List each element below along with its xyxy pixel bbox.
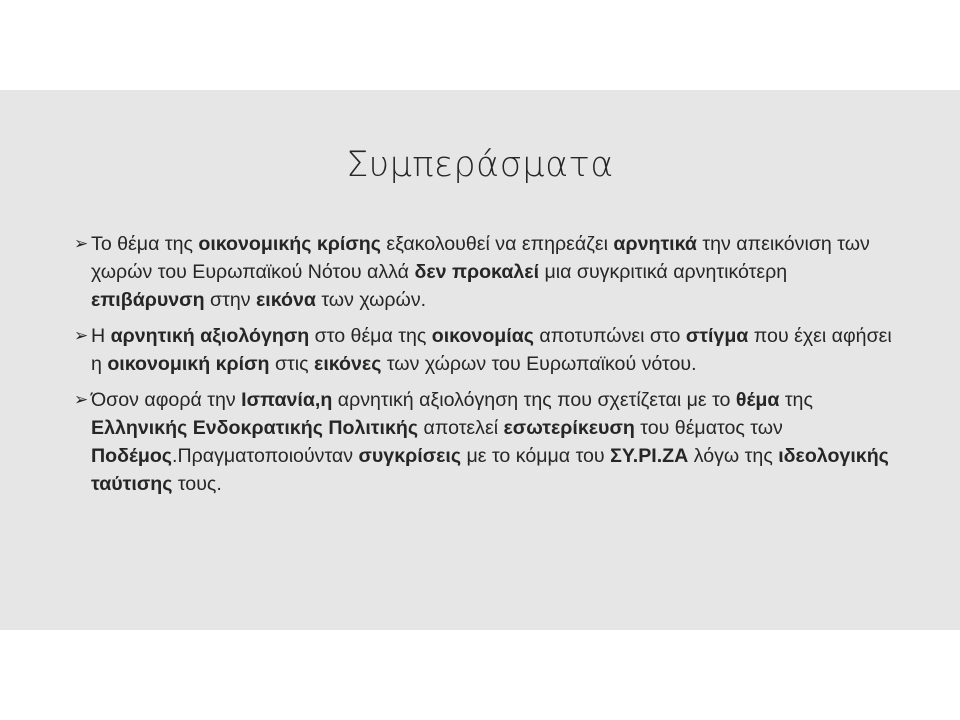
text-segment: στις xyxy=(269,353,315,375)
text-segment: μια συγκριτικά αρνητικότερη xyxy=(539,261,788,283)
text-segment: στην xyxy=(204,289,256,311)
bullet-text xyxy=(91,389,889,495)
bold-text: αρνητικά xyxy=(613,233,697,255)
text-segment: εξακολουθεί να επηρεάζει xyxy=(380,233,614,255)
bullet-list xyxy=(74,230,904,506)
arrow-bullet-icon: ➢ xyxy=(74,326,89,346)
bullet-item xyxy=(74,230,904,314)
arrow-bullet-icon: ➢ xyxy=(74,234,89,254)
bold-text: εσωτερίκευση xyxy=(503,417,635,439)
text-segment: .Πραγματοποιούνταν xyxy=(172,445,359,467)
bold-text: συγκρίσεις xyxy=(358,445,462,467)
text-segment: του θέματος των xyxy=(634,417,783,439)
bold-text: εικόνα xyxy=(255,289,316,311)
text-segment: που έχει αφήσει η xyxy=(91,325,892,375)
text-segment: των χώρων του Ευρωπαϊκού νότου. xyxy=(381,353,697,375)
text-segment: τους. xyxy=(172,473,222,495)
text-segment: αποτυπώνει στο xyxy=(533,325,686,347)
text-segment: Η xyxy=(91,325,111,347)
bullet-item xyxy=(74,322,904,378)
arrow-bullet-icon: ➢ xyxy=(74,390,89,410)
bold-text: Ισπανία,η xyxy=(241,389,333,411)
bold-text: οικονομικής κρίσης xyxy=(198,233,381,255)
bold-text: αρνητική αξιολόγηση xyxy=(110,325,310,347)
bold-text: Ποδέμος xyxy=(91,445,172,467)
text-segment: αποτελεί xyxy=(418,417,504,439)
text-segment: των χωρών. xyxy=(315,289,427,311)
bold-text: θέμα xyxy=(735,389,780,411)
text-segment: με το κόμμα του xyxy=(461,445,611,467)
bold-text: επιβάρυνση xyxy=(91,289,205,311)
text-segment: της xyxy=(779,389,813,411)
slide-title: Συμπεράσματα xyxy=(346,145,614,185)
bold-text: ιδεολογικής ταύτισης xyxy=(91,445,889,495)
bold-text: οικονομίας xyxy=(431,325,534,347)
bullet-item xyxy=(74,386,904,498)
text-segment: στο θέμα της xyxy=(309,325,432,347)
text-segment: Το θέμα της xyxy=(91,233,199,255)
bold-text: οικονομική κρίση xyxy=(107,353,270,375)
bullet-text xyxy=(91,325,892,375)
bold-text: ΣΥ.ΡΙ.ΖΑ xyxy=(610,445,689,467)
bold-text: Ελληνικής Ενδοκρατικής Πολιτικής xyxy=(91,417,419,439)
slide xyxy=(0,90,960,630)
bold-text: εικόνες xyxy=(314,353,382,375)
text-segment: λόγω της xyxy=(688,445,779,467)
text-segment: αρνητική αξιολόγηση της που σχετίζεται με το xyxy=(332,389,736,411)
text-segment: την απεικόνιση των χωρών του Ευρωπαϊκού Νότου αλλά xyxy=(91,233,870,283)
bold-text: στίγμα xyxy=(685,325,749,347)
bold-text: δεν προκαλεί xyxy=(414,261,540,283)
bullet-text xyxy=(91,233,870,311)
text-segment: Όσον αφορά την xyxy=(91,389,242,411)
